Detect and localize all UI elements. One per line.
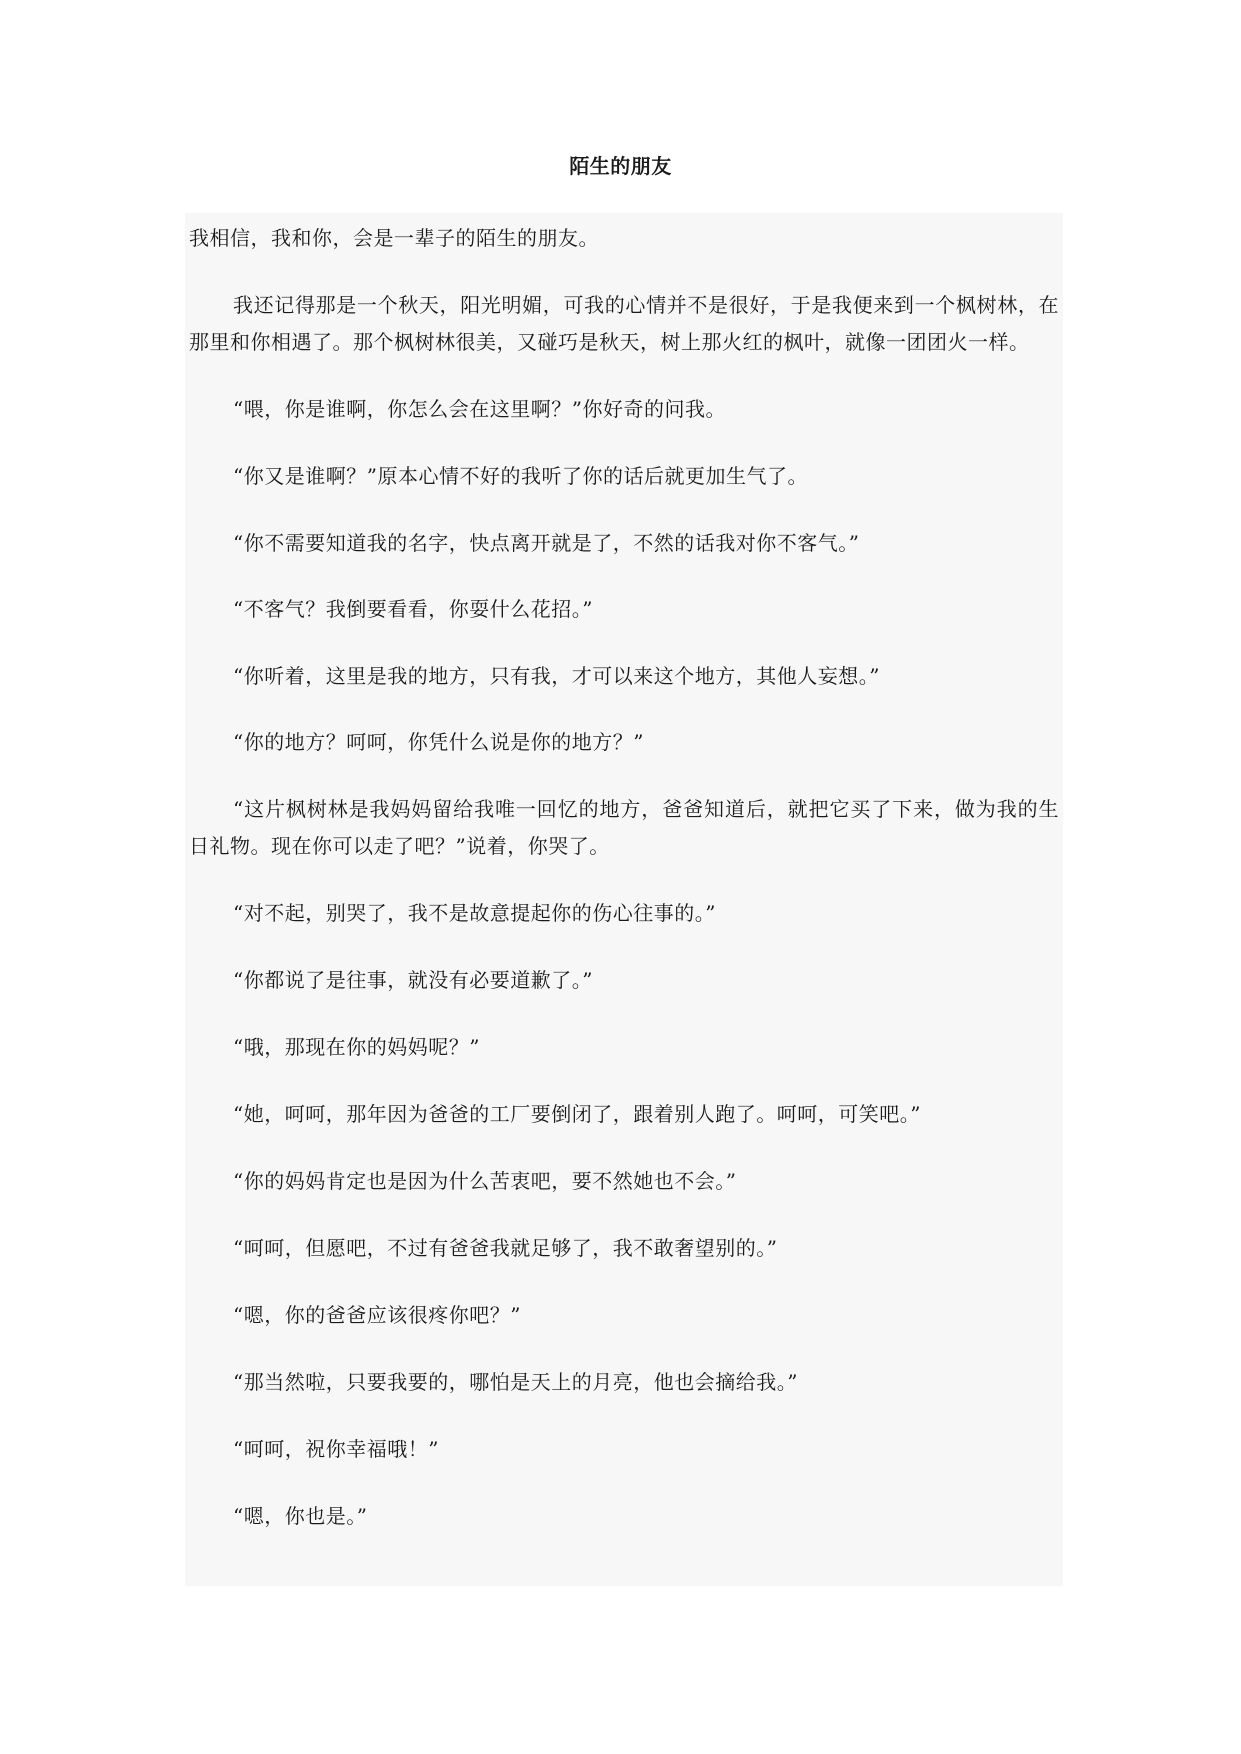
dialogue-paragraph: “那当然啦，只要我要的，哪怕是天上的月亮，他也会摘给我。” [233, 1370, 798, 1394]
dialogue-paragraph: “你又是谁啊？”原本心情不好的我听了你的话后就更加生气了。 [233, 464, 808, 488]
page-title: 陌生的朋友 [569, 154, 672, 178]
dialogue-paragraph: “嗯，你的爸爸应该很疼你吧？” [233, 1303, 521, 1327]
dialogue-paragraph: “她，呵呵，那年因为爸爸的工厂要倒闭了，跟着别人跑了。呵呵，可笑吧。” [233, 1102, 921, 1126]
dialogue-paragraph: “你不需要知道我的名字，快点离开就是了，不然的话我对你不客气。” [233, 531, 860, 555]
dialogue-paragraph: “呵呵，祝你幸福哦！” [233, 1437, 439, 1461]
dialogue-paragraph: “你的地方？呵呵，你凭什么说是你的地方？” [233, 730, 644, 754]
dialogue-paragraph: “你的妈妈肯定也是因为什么苦衷吧，要不然她也不会。” [233, 1169, 737, 1193]
dialogue-paragraph: “这片枫树林是我妈妈留给我唯一回忆的地方，爸爸知道后，就把它买了下来，做为我的生日礼物。现在你可以走了吧？”说着，你哭了。 [189, 797, 1059, 858]
dialogue-paragraph: “你听着，这里是我的地方，只有我，才可以来这个地方，其他人妄想。” [233, 664, 880, 688]
dialogue-paragraph: “你都说了是往事，就没有必要道歉了。” [233, 968, 593, 992]
dialogue-paragraph: “喂，你是谁啊，你怎么会在这里啊？”你好奇的问我。 [233, 397, 726, 421]
dialogue-paragraph: “对不起，别哭了，我不是故意提起你的伤心往事的。” [233, 901, 716, 925]
dialogue-paragraph: “嗯，你也是。” [233, 1504, 368, 1528]
dialogue-paragraph: “呵呵，但愿吧，不过有爸爸我就足够了，我不敢奢望别的。” [233, 1236, 778, 1260]
dialogue-paragraph: “不客气？我倒要看看，你耍什么花招。” [233, 597, 593, 621]
paragraph: 我还记得那是一个秋天，阳光明媚，可我的心情并不是很好，于是我便来到一个枫树林，在那里和你相遇了。那个枫树林很美，又碰巧是秋天，树上那火红的枫叶，就像一团团火一样。 [189, 293, 1059, 354]
story-body [185, 213, 1063, 1586]
dialogue-paragraph: “哦，那现在你的妈妈呢？” [233, 1035, 480, 1059]
paragraph-opening: 我相信，我和你，会是一辈子的陌生的朋友。 [189, 226, 599, 250]
